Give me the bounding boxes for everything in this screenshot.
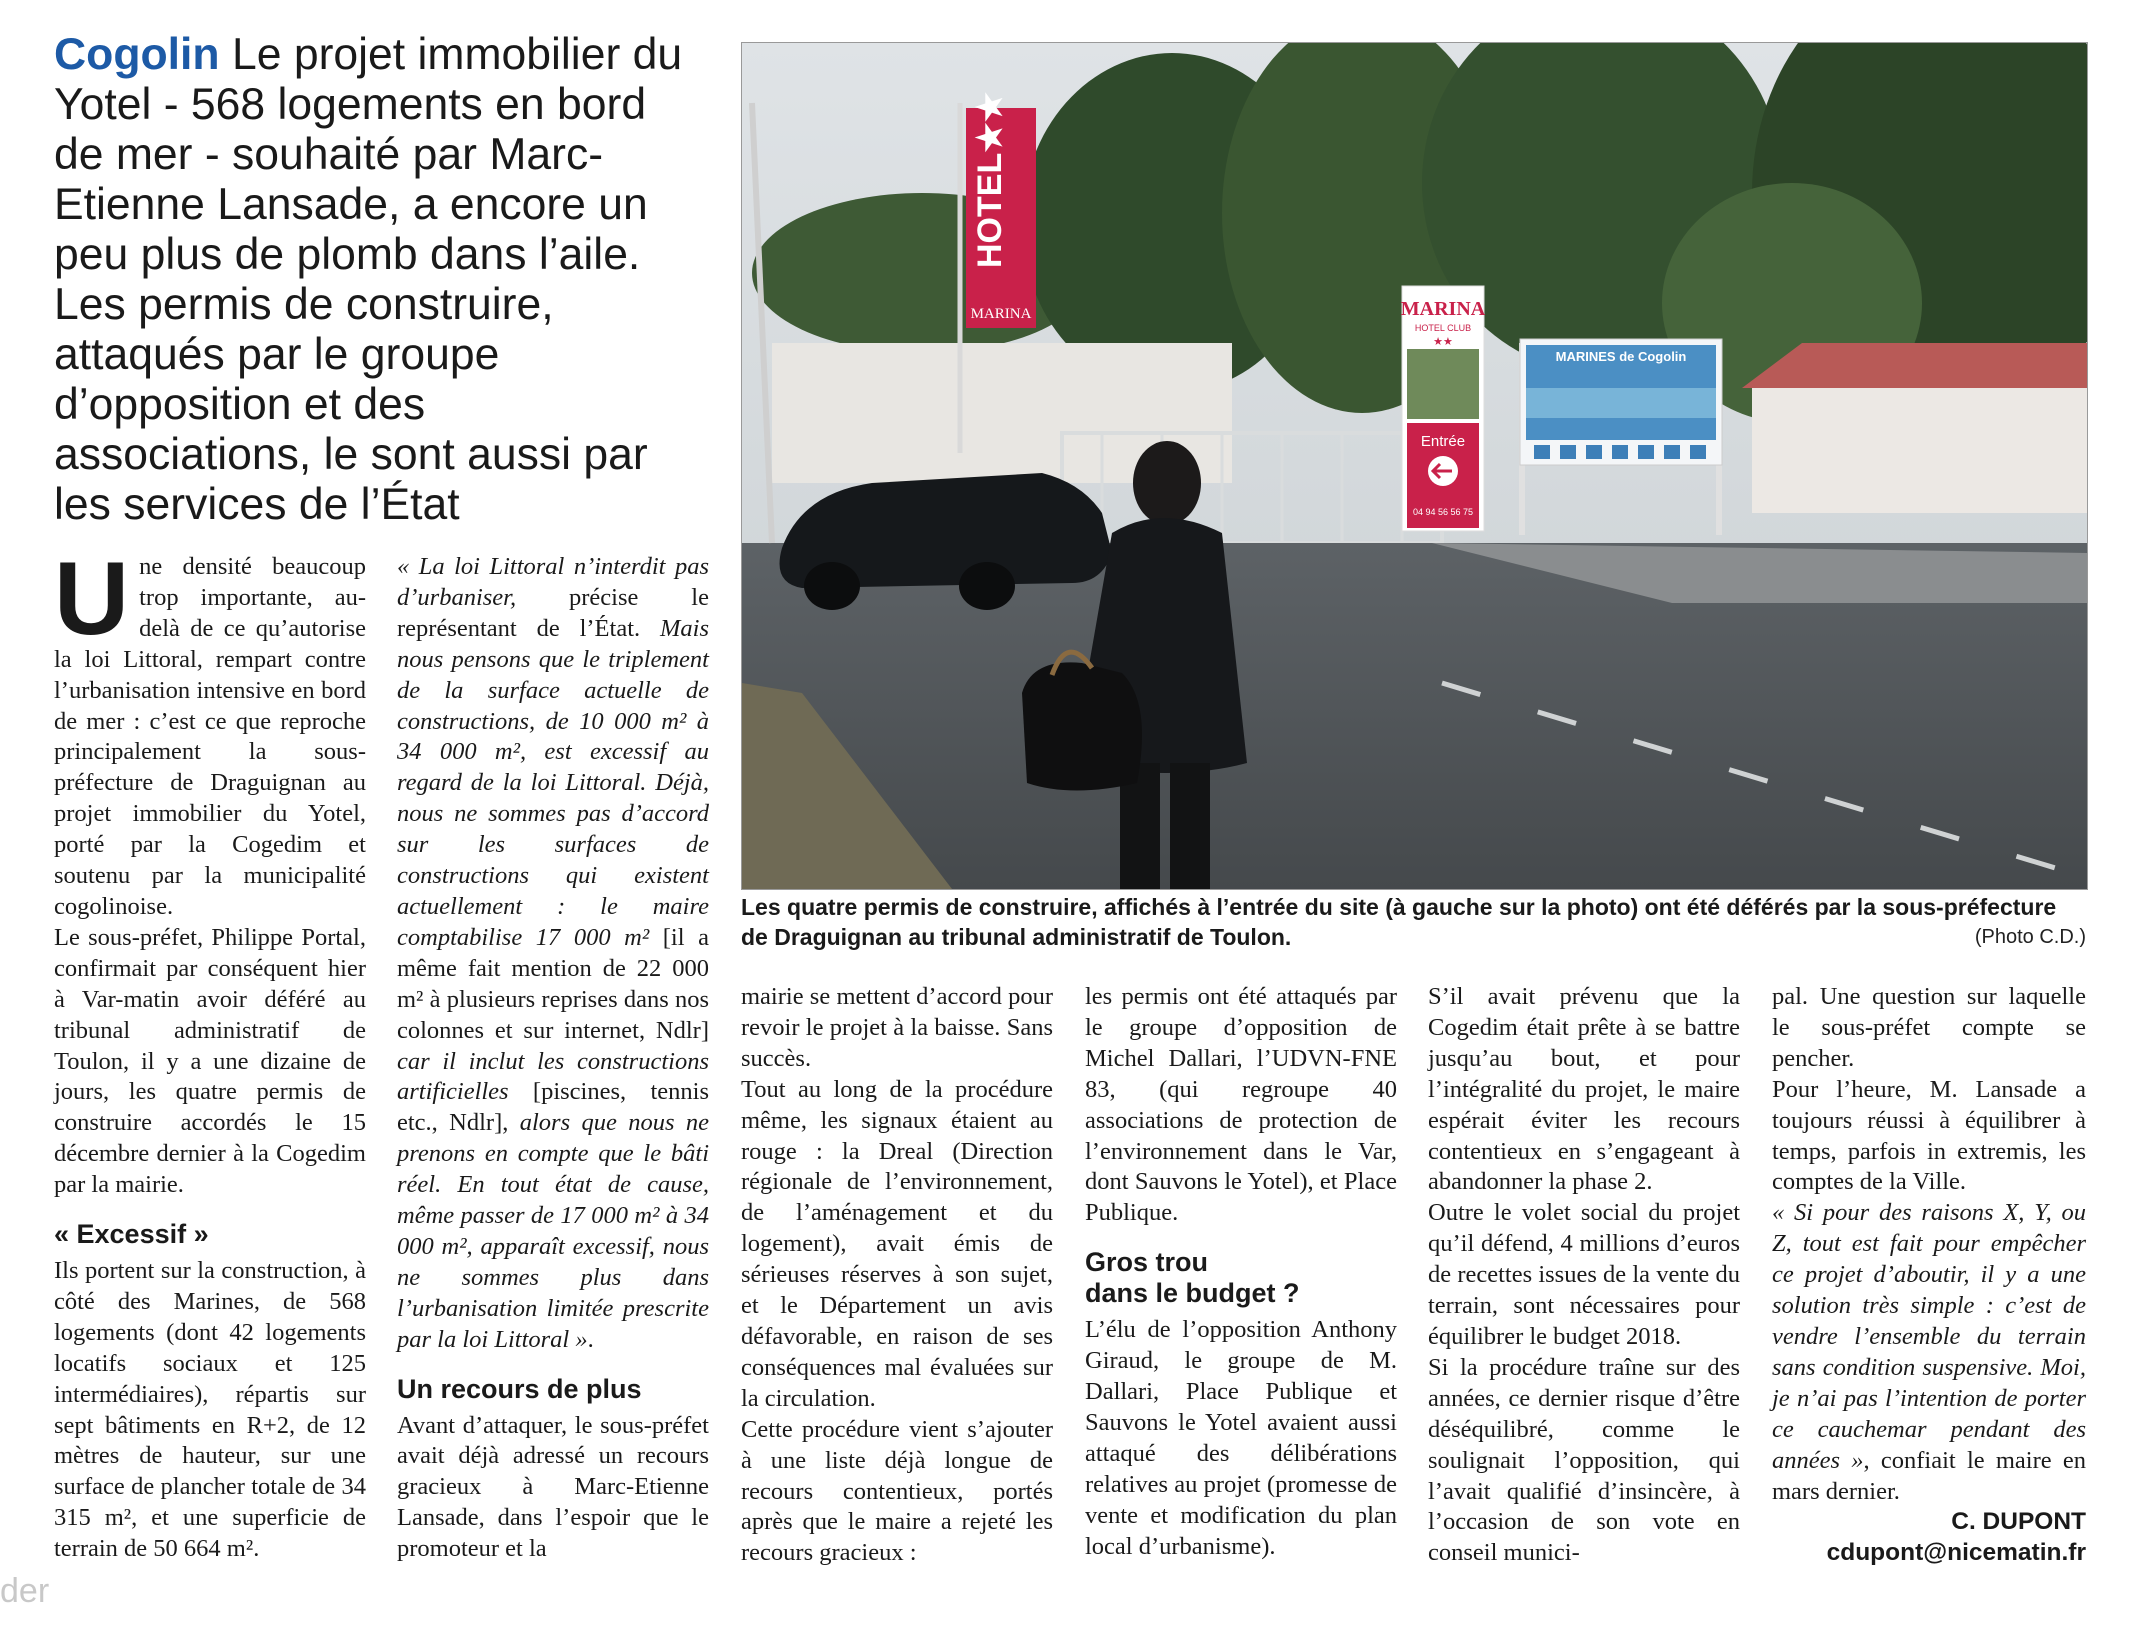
paragraph <box>397 552 709 1356</box>
article-column-4 <box>1085 982 1397 1563</box>
hotel-banner-brand: MARINA <box>970 306 1032 322</box>
paragraph <box>54 541 366 923</box>
author-email[interactable]: cdupont@nicematin.fr <box>1826 1539 2086 1567</box>
article-column-5 <box>1428 982 1740 1569</box>
marina-sign-sub: HOTEL CLUB <box>1414 323 1472 333</box>
hotel-banner-text: HOTEL★★ <box>971 91 1009 268</box>
paragraph: Outre le volet social du projet qu’il défend, 4 millions d’euros de recettes issues de la vente du terrain, sont nécessaires pour équilibrer le budget 2018. <box>1428 1199 1740 1350</box>
page-edge-mark: der <box>0 1572 50 1610</box>
paragraph: Ils portent sur la construction, à côté des Marines, de 568 logements (dont 42 logements locatifs sociaux et 125 intermédiaires), répartis sur sept bâtiments en R+2, de 12 mètres de hauteur, sur une surface de plancher totale de 34 315 m², et une superficie de terrain de 50 664 m². <box>54 1257 366 1563</box>
article-column-2 <box>397 552 709 1565</box>
paragraph <box>1772 1198 2086 1507</box>
paragraph: L’élu de l’opposition Anthony Giraud, le groupe de M. Dallari, Place Publique et Sauvons le Yotel avaient aussi attaqué des délibérations relatives au projet (promesse de vente et modification du plan local d’urbanisme). <box>1085 1316 1397 1560</box>
quote-text: alors que nous ne prenons en compte que le bâti réel. En tout état de cause, même passer de 17 000 m² à 34 000 m², apparaît excessif, nous ne sommes plus dans l’urbanisation limitée prescrite par la loi Littoral » <box>397 1109 709 1353</box>
article-column-6 <box>1772 982 2086 1569</box>
author-name: C. DUPONT <box>1951 1508 2086 1536</box>
paragraph-text: [il a même fait mention de 22 000 m² à plusieurs reprises dans nos colonnes et sur internet, Ndlr] <box>397 923 709 1044</box>
headline <box>54 30 694 530</box>
paragraph: Cette procédure vient s’ajouter à une liste déjà longue de recours contentieux, portés après que le maire a rejeté les recours gracieux : <box>741 1415 1053 1567</box>
subheading-line: Gros trou <box>1085 1247 1209 1278</box>
article-column-1 <box>54 541 366 1565</box>
paragraph-text: , confiait le maire en mars dernier. <box>1772 1446 2086 1505</box>
paragraph-text: précise le représentant de l’État. <box>397 583 709 642</box>
paragraph: Pour l’heure, M. Lansade a toujours réussi à équilibrer à temps, parfois in extremis, les comptes de la Ville. <box>1772 1075 2086 1196</box>
quote-text: « La loi Littoral n’interdit pas d’urbaniser, <box>397 553 709 611</box>
paragraph-text: . <box>587 1325 594 1353</box>
paragraph: Avant d’attaquer, le sous-préfet avait déjà adressé un recours gracieux à Marc-Etienne Lansade, dans l’espoir que le promoteur et la <box>397 1411 709 1563</box>
paragraph-text: [piscines, tennis etc., Ndlr], <box>397 1078 709 1137</box>
marina-sign-title: MARINA <box>1400 298 1486 320</box>
marina-sign-stars: ★★ <box>1433 336 1453 348</box>
subheading-recours: Un recours de plus <box>397 1373 642 1404</box>
paragraph: mairie se mettent d’accord pour revoir le projet à la baisse. Sans succès. <box>741 983 1053 1072</box>
article-photo <box>741 42 2088 890</box>
quote-text: car il inclut les constructions artificielles <box>397 1047 709 1106</box>
subheading-budget <box>1085 1247 1397 1309</box>
paragraph: Si la procédure traîne sur des années, ce dernier risque d’être déséquilibré, comme le soulignait l’opposition, qui l’avait qualifié d’insincère, à l’occasion de son vote en conseil munici- <box>1428 1353 1740 1567</box>
photo-credit: (Photo C.D.) <box>1974 926 2086 948</box>
quote-text: Mais nous pensons que le triplement de la surface actuelle de constructions, de 10 000 m² à 34 000 m², est excessif au regard de la loi Littoral. Déjà, nous ne sommes pas d’accord sur les surfaces de constructions qui existent actuellement : le maire comptabilise 17 000 m² <box>397 614 709 951</box>
quote-text: « Si pour des raisons X, Y, ou Z, tout est fait pour empêcher ce projet d’aboutir, il y a une solution très simple : c’est de vendre l’ensemble du terrain sans condition suspensive. Moi, je n’ai pas l’intention de porter ce cauchemar pendant des années » <box>1772 1199 2086 1474</box>
paragraph: S’il avait prévenu que la Cogedim était prête à se battre jusqu’au bout, et pour l’intégralité du projet, le maire espérait éviter les recours contentieux en s’engageant à abandonner la phase 2. <box>1428 983 1740 1196</box>
paragraph: Tout au long de la procédure même, les signaux étaient au rouge : la Dreal (Direction régionale de l’environnement, de l’aménagement et du logement), avait émis de sérieuses réserves à son sujet, et le Département un avis défavorable, en raison de ses conséquences mal évaluées sur la circulation. <box>741 1075 1053 1412</box>
subheading-line: dans le budget ? <box>1085 1278 1300 1309</box>
marina-sign-entry: Entrée <box>1420 433 1466 450</box>
headline-kicker: Cogolin <box>54 30 220 79</box>
paragraph-text: ne densité beaucoup trop importante, au-delà de ce qu’autorise la loi Littoral, rempart contre l’urbanisation intensive en bord de mer : c’est ce que reproche principalement la sous-préfecture de Draguignan au projet immobilier du Yotel, porté par la Cogedim et soutenu par la municipalité cogolinoise. <box>54 553 366 920</box>
photo-caption: Les quatre permis de construire, affichés à l’entrée du site (à gauche sur la photo) ont été déférés par la sous-préfecture de Draguignan au tribunal administratif de Toulon. <box>741 894 2057 950</box>
photo-scene <box>742 43 2087 889</box>
article-column-3 <box>741 982 1053 1569</box>
subheading-excessif: « Excessif » <box>54 1219 209 1250</box>
paragraph: les permis ont été attaqués par le groupe d’opposition de Michel Dallari, l’UDVN-FNE 83, (qui regroupe 40 associations de protection de l’environnement dans le Var, dont Sauvons le Yotel), et Place Publique. <box>1085 983 1397 1227</box>
paragraph: pal. Une question sur laquelle le sous-préfet compte se pencher. <box>1772 983 2086 1072</box>
paragraph: Le sous-préfet, Philippe Portal, confirmait par conséquent hier à Var-matin avoir déféré au tribunal administratif de Toulon, il y a une dizaine de jours, les quatre permis de construire accordés le 15 décembre dernier à la Cogedim par la mairie. <box>54 923 366 1199</box>
headline-text: Le projet immobilier du Yotel - 568 logements en bord de mer - souhaité par Marc-Etienne Lansade, a encore un peu plus de plomb dans l’aile. Les permis de construire, attaqués par le groupe d’opposition et des associations, le sont aussi par les services de l’État <box>54 30 683 529</box>
marina-sign-phone: 04 94 56 56 75 <box>1412 507 1474 517</box>
billboard-title: MARINES de Cogolin <box>1555 349 1687 364</box>
drop-cap: U <box>54 541 130 657</box>
